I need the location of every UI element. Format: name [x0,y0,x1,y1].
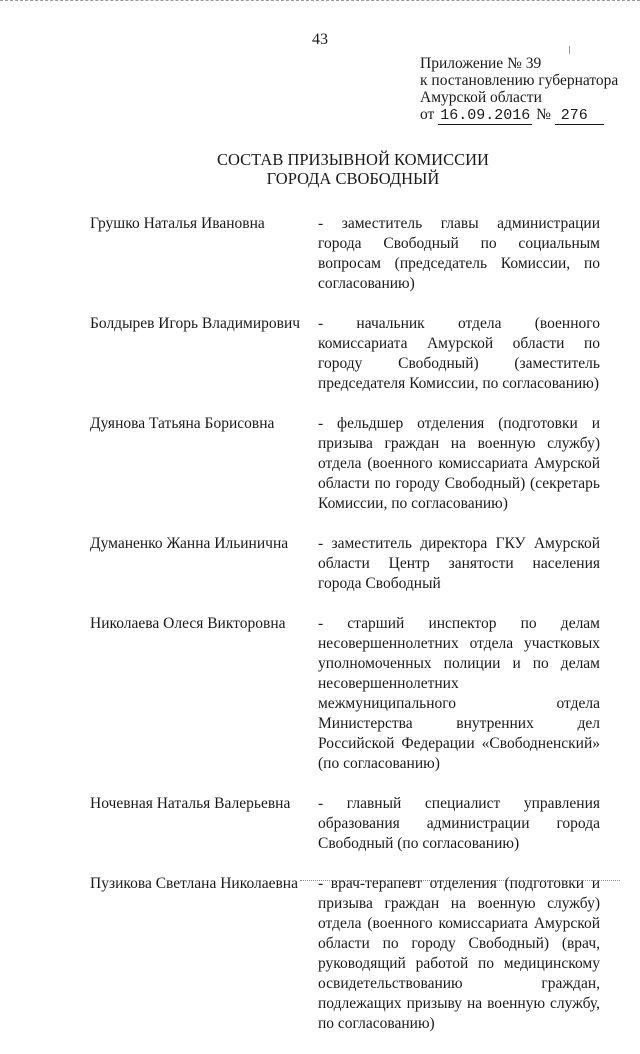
member-name: Думаненко Жанна Ильинична [90,535,289,552]
member-role: - заместитель главы администрации города Свободный по социальным вопросам (председатель Комиссии, по согласованию) [318,215,600,292]
title-line-2: ГОРОДА СВОБОДНЫЙ [266,169,440,188]
member-role: - начальник отдела (военного комиссариата Амурской области по городу Свободный) (заместитель председателя Комиссии, по согласованию) [318,315,600,392]
document-title [0,150,640,188]
member-role: - старший инспектор по делам несовершеннолетних отдела участковых уполномоченных полиции и по делам несовершеннолетних межмуниципального отдела Министерства внутренних дел Российской Федерации «Свободненский» (по согласованию) [318,615,600,772]
title-line-1: СОСТАВ ПРИЗЫВНОЙ КОМИССИИ [217,150,489,169]
scan-top-edge [0,0,640,3]
member-name: Грушко Наталья Ивановна [90,215,265,232]
appendix-line-1: Приложение № 39 [420,55,542,72]
member-name: Ночевная Наталья Валерьевна [90,795,291,812]
member-role: - главный специалист управления образования администрации города Свободный (по согласованию) [318,795,600,852]
member-row [90,534,605,594]
appendix-block [420,55,618,124]
appendix-line-2: к постановлению губернатора [420,72,619,89]
member-role: - врач-терапевт отделения (подготовки и призыва граждан на военную службу) отдела (военного комиссариата Амурской области по городу Свободный) (врач, руководящий работой по медицинскому освидетельствованию граждан, подлежащих призыву на военную службу, по согласованию) [318,875,600,1032]
member-row [90,414,605,514]
number-label: № [536,106,551,123]
decree-date: 16.09.2016 [440,107,531,124]
member-row [90,874,605,1034]
date-prefix: от [420,106,435,123]
member-row [90,314,605,394]
member-name: Николаева Олеся Викторовна [90,615,286,632]
member-name: Дуянова Татьяна Борисовна [90,415,275,432]
scan-bottom-edge [300,880,620,885]
member-row [90,794,605,854]
member-row [90,614,605,774]
member-name: Пузикова Светлана Николаевна [90,875,298,892]
page-number: 43 [312,31,328,48]
member-row [90,214,605,294]
commission-members-list [90,214,605,1054]
member-role: - фельдшер отделения (подготовки и призыва граждан на военную службу) отдела (военного комиссариата Амурской области по городу Свободный) (секретарь Комиссии, по согласованию) [318,415,600,512]
member-role: - заместитель директора ГКУ Амурской области Центр занятости населения города Свободный [318,535,600,592]
member-name: Болдырев Игорь Владимирович [90,315,301,332]
appendix-line-3: Амурской области [420,89,542,106]
appendix-date-line [420,106,618,124]
decree-number: 276 [555,107,604,125]
